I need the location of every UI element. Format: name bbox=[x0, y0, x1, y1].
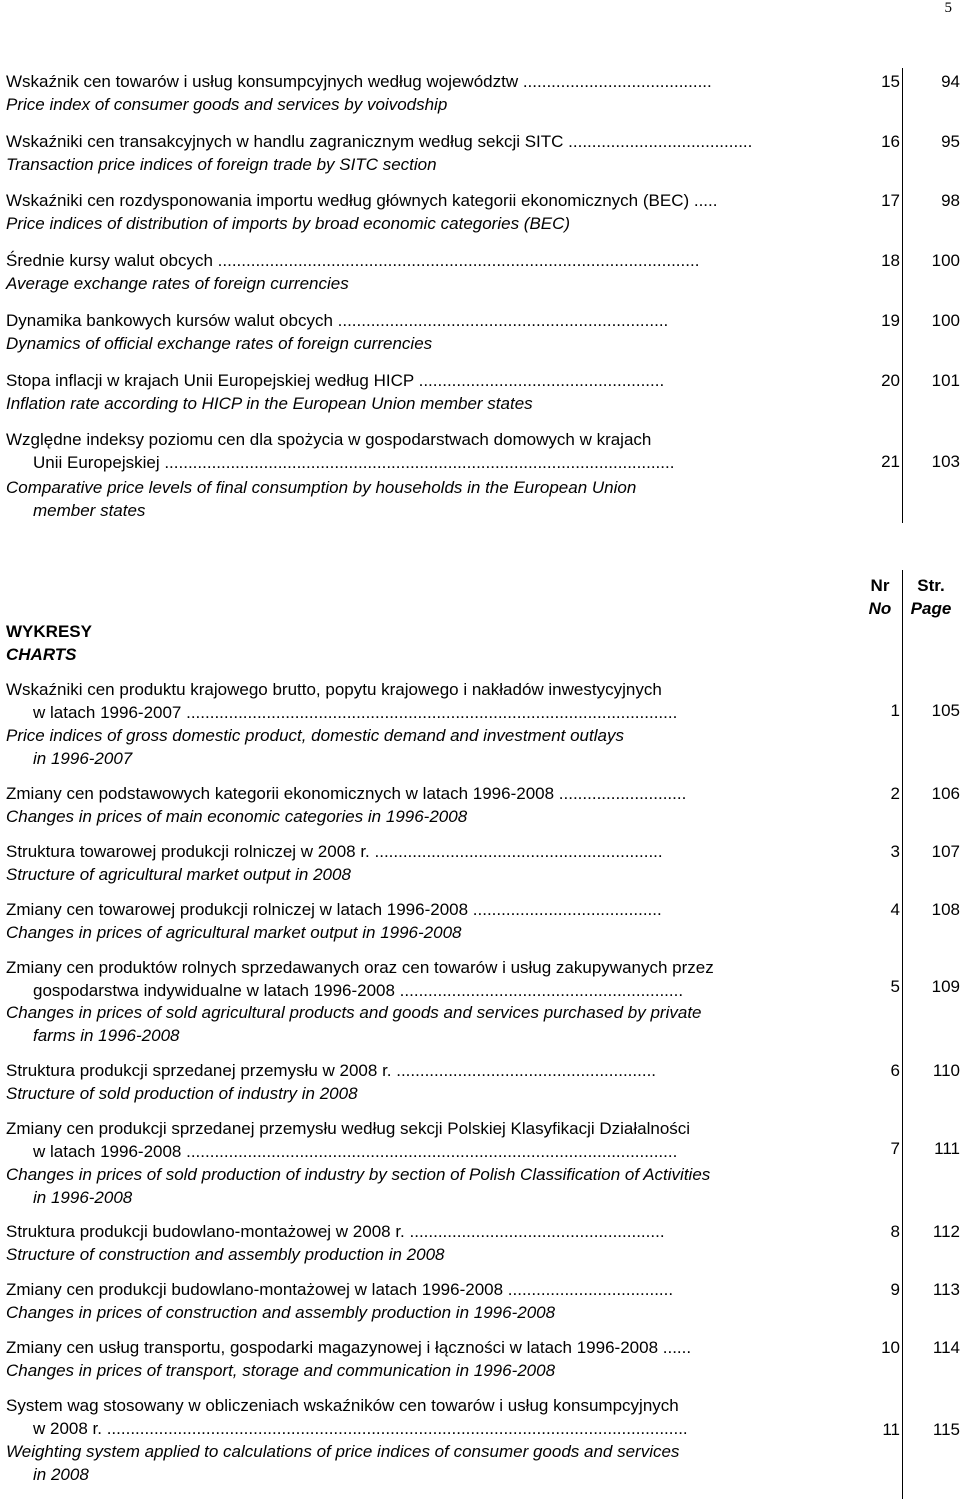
entry-title-pl: Wskaźniki cen produktu krajowego brutto, popytu krajowego i nakładów inwestycyjnych bbox=[6, 680, 662, 699]
entry-number: 7 bbox=[890, 1139, 900, 1158]
entry-title-pl: w latach 1996-2008 ........................................................................................................ bbox=[33, 1142, 678, 1161]
entry-title-pl: gospodarstwa indywidualne w latach 1996-2008 ............................................................ bbox=[33, 981, 684, 1000]
entry-page: 103 bbox=[931, 452, 960, 471]
entry-page: 107 bbox=[931, 842, 960, 861]
column-header-str: Str. bbox=[917, 576, 945, 595]
entry-title-en: Price indices of distribution of imports by broad economic categories (BEC) bbox=[6, 214, 571, 233]
entry-title-pl: w latach 1996-2007 ........................................................................................................ bbox=[33, 703, 678, 722]
entry-title-en: Changes in prices of transport, storage and communication in 1996-2008 bbox=[6, 1361, 556, 1380]
entry-title-en: Dynamics of official exchange rates of foreign currencies bbox=[6, 334, 433, 353]
entry-number: 18 bbox=[881, 251, 900, 270]
column-divider-bottom bbox=[902, 570, 903, 1499]
entry-page: 111 bbox=[934, 1139, 960, 1158]
entry-title-en: Structure of construction and assembly production in 2008 bbox=[6, 1245, 445, 1264]
entry-title-pl: Wskaźniki cen rozdysponowania importu według głównych kategorii ekonomicznych (BEC) ..... bbox=[6, 191, 718, 210]
entry-title-en: Changes in prices of construction and assembly production in 1996-2008 bbox=[6, 1303, 556, 1322]
entry-title-pl: Wskaźnik cen towarów i usług konsumpcyjnych według województw ........................................ bbox=[6, 72, 712, 91]
entry-page: 98 bbox=[941, 191, 960, 210]
page-number: 5 bbox=[944, 0, 952, 16]
entry-title-pl: Zmiany cen produktów rolnych sprzedawanych oraz cen towarów i usług zakupywanych przez bbox=[6, 958, 714, 977]
entry-page: 95 bbox=[941, 132, 960, 151]
section-title-en: CHARTS bbox=[6, 645, 77, 664]
entry-page: 110 bbox=[932, 1061, 960, 1080]
entry-title-pl: Struktura produkcji sprzedanej przemysłu w 2008 r. ....................................................... bbox=[6, 1061, 657, 1080]
entry-page: 114 bbox=[932, 1338, 960, 1357]
entry-title-en: Price indices of gross domestic product, domestic demand and investment outlays bbox=[6, 726, 624, 745]
entry-title-en: Changes in prices of agricultural market output in 1996-2008 bbox=[6, 923, 462, 942]
entry-number: 16 bbox=[881, 132, 900, 151]
entry-title-en: Average exchange rates of foreign currencies bbox=[6, 274, 349, 293]
entry-number: 8 bbox=[890, 1222, 900, 1241]
entry-title-en: Changes in prices of main economic categories in 1996-2008 bbox=[6, 807, 468, 826]
entry-page: 101 bbox=[931, 371, 960, 390]
entry-title-pl: Średnie kursy walut obcych ...................................................................................................... bbox=[6, 251, 700, 270]
entry-page: 100 bbox=[931, 251, 960, 270]
entry-title-pl: w 2008 r. ........................................................................................................................... bbox=[33, 1419, 688, 1438]
entry-page: 105 bbox=[931, 701, 960, 720]
entry-title-en: Changes in prices of sold agricultural products and goods and services purchased by private bbox=[6, 1003, 702, 1022]
entry-number: 10 bbox=[881, 1338, 900, 1357]
entry-number: 20 bbox=[881, 371, 900, 390]
entry-page: 109 bbox=[931, 977, 960, 996]
entry-title-pl: Zmiany cen usług transportu, gospodarki magazynowej i łączności w latach 1996-2008 ...... bbox=[6, 1338, 692, 1357]
column-header-page: Page bbox=[910, 599, 952, 618]
entry-number: 21 bbox=[881, 452, 900, 471]
entry-title-pl: Wskaźniki cen transakcyjnych w handlu zagranicznym według sekcji SITC ....................................... bbox=[6, 132, 753, 151]
entry-page: 100 bbox=[931, 311, 960, 330]
entry-title-en: member states bbox=[33, 501, 146, 520]
entry-number: 11 bbox=[882, 1420, 900, 1439]
entry-title-pl: Struktura produkcji budowlano-montażowej w 2008 r. ...................................................... bbox=[6, 1222, 665, 1241]
entry-page: 108 bbox=[931, 900, 960, 919]
entry-title-en: Inflation rate according to HICP in the European Union member states bbox=[6, 394, 533, 413]
entry-title-en: Structure of agricultural market output in 2008 bbox=[6, 865, 351, 884]
entry-title-pl: Struktura towarowej produkcji rolniczej w 2008 r. ............................................................. bbox=[6, 842, 663, 861]
entry-number: 19 bbox=[881, 311, 900, 330]
section-title-pl: WYKRESY bbox=[6, 622, 92, 641]
entry-title-pl: Względne indeksy poziomu cen dla spożycia w gospodarstwach domowych w krajach bbox=[6, 430, 652, 449]
entry-title-en: Comparative price levels of final consumption by households in the European Union bbox=[6, 478, 637, 497]
entry-page: 113 bbox=[932, 1280, 960, 1299]
entry-number: 1 bbox=[890, 701, 900, 720]
entry-title-en: Changes in prices of sold production of industry by section of Polish Classification of Activities bbox=[6, 1165, 711, 1184]
column-divider-top bbox=[902, 68, 903, 523]
entry-number: 4 bbox=[890, 900, 900, 919]
entry-title-en: Transaction price indices of foreign trade by SITC section bbox=[6, 155, 437, 174]
entry-title-pl: Dynamika bankowych kursów walut obcych ...................................................................... bbox=[6, 311, 669, 330]
entry-number: 15 bbox=[881, 72, 900, 91]
entry-number: 5 bbox=[890, 977, 900, 996]
entry-number: 17 bbox=[881, 191, 900, 210]
column-header-nr: Nr bbox=[870, 576, 890, 595]
column-header-no: No bbox=[868, 599, 892, 618]
entry-title-pl: Zmiany cen produkcji budowlano-montażowej w latach 1996-2008 ................................... bbox=[6, 1280, 674, 1299]
entry-page: 94 bbox=[941, 72, 960, 91]
entry-page: 106 bbox=[931, 784, 960, 803]
entry-title-pl: Zmiany cen produkcji sprzedanej przemysłu według sekcji Polskiej Klasyfikacji Działalności bbox=[6, 1119, 691, 1138]
entry-page: 115 bbox=[932, 1420, 960, 1439]
entry-title-en: Structure of sold production of industry in 2008 bbox=[6, 1084, 358, 1103]
entry-title-pl: Zmiany cen podstawowych kategorii ekonomicznych w latach 1996-2008 ........................... bbox=[6, 784, 687, 803]
entry-title-pl: Zmiany cen towarowej produkcji rolniczej w latach 1996-2008 ........................................ bbox=[6, 900, 662, 919]
entry-title-en: in 1996-2007 bbox=[33, 749, 133, 768]
entry-title-en: Weighting system applied to calculations of price indices of consumer goods and services bbox=[6, 1442, 680, 1461]
entry-title-en: farms in 1996-2008 bbox=[33, 1026, 180, 1045]
entry-page: 112 bbox=[932, 1222, 960, 1241]
entry-number: 6 bbox=[890, 1061, 900, 1080]
entry-number: 9 bbox=[890, 1280, 900, 1299]
entry-title-pl: Stopa inflacji w krajach Unii Europejskiej według HICP .................................................... bbox=[6, 371, 665, 390]
entry-title-pl: Unii Europejskiej ............................................................................................................ bbox=[33, 453, 675, 472]
entry-title-en: in 2008 bbox=[33, 1465, 89, 1484]
entry-title-en: Price index of consumer goods and services by voivodship bbox=[6, 95, 448, 114]
entry-title-pl: System wag stosowany w obliczeniach wskaźników cen towarów i usług konsumpcyjnych bbox=[6, 1396, 679, 1415]
entry-number: 2 bbox=[890, 784, 900, 803]
entry-number: 3 bbox=[890, 842, 900, 861]
entry-title-en: in 1996-2008 bbox=[33, 1188, 133, 1207]
